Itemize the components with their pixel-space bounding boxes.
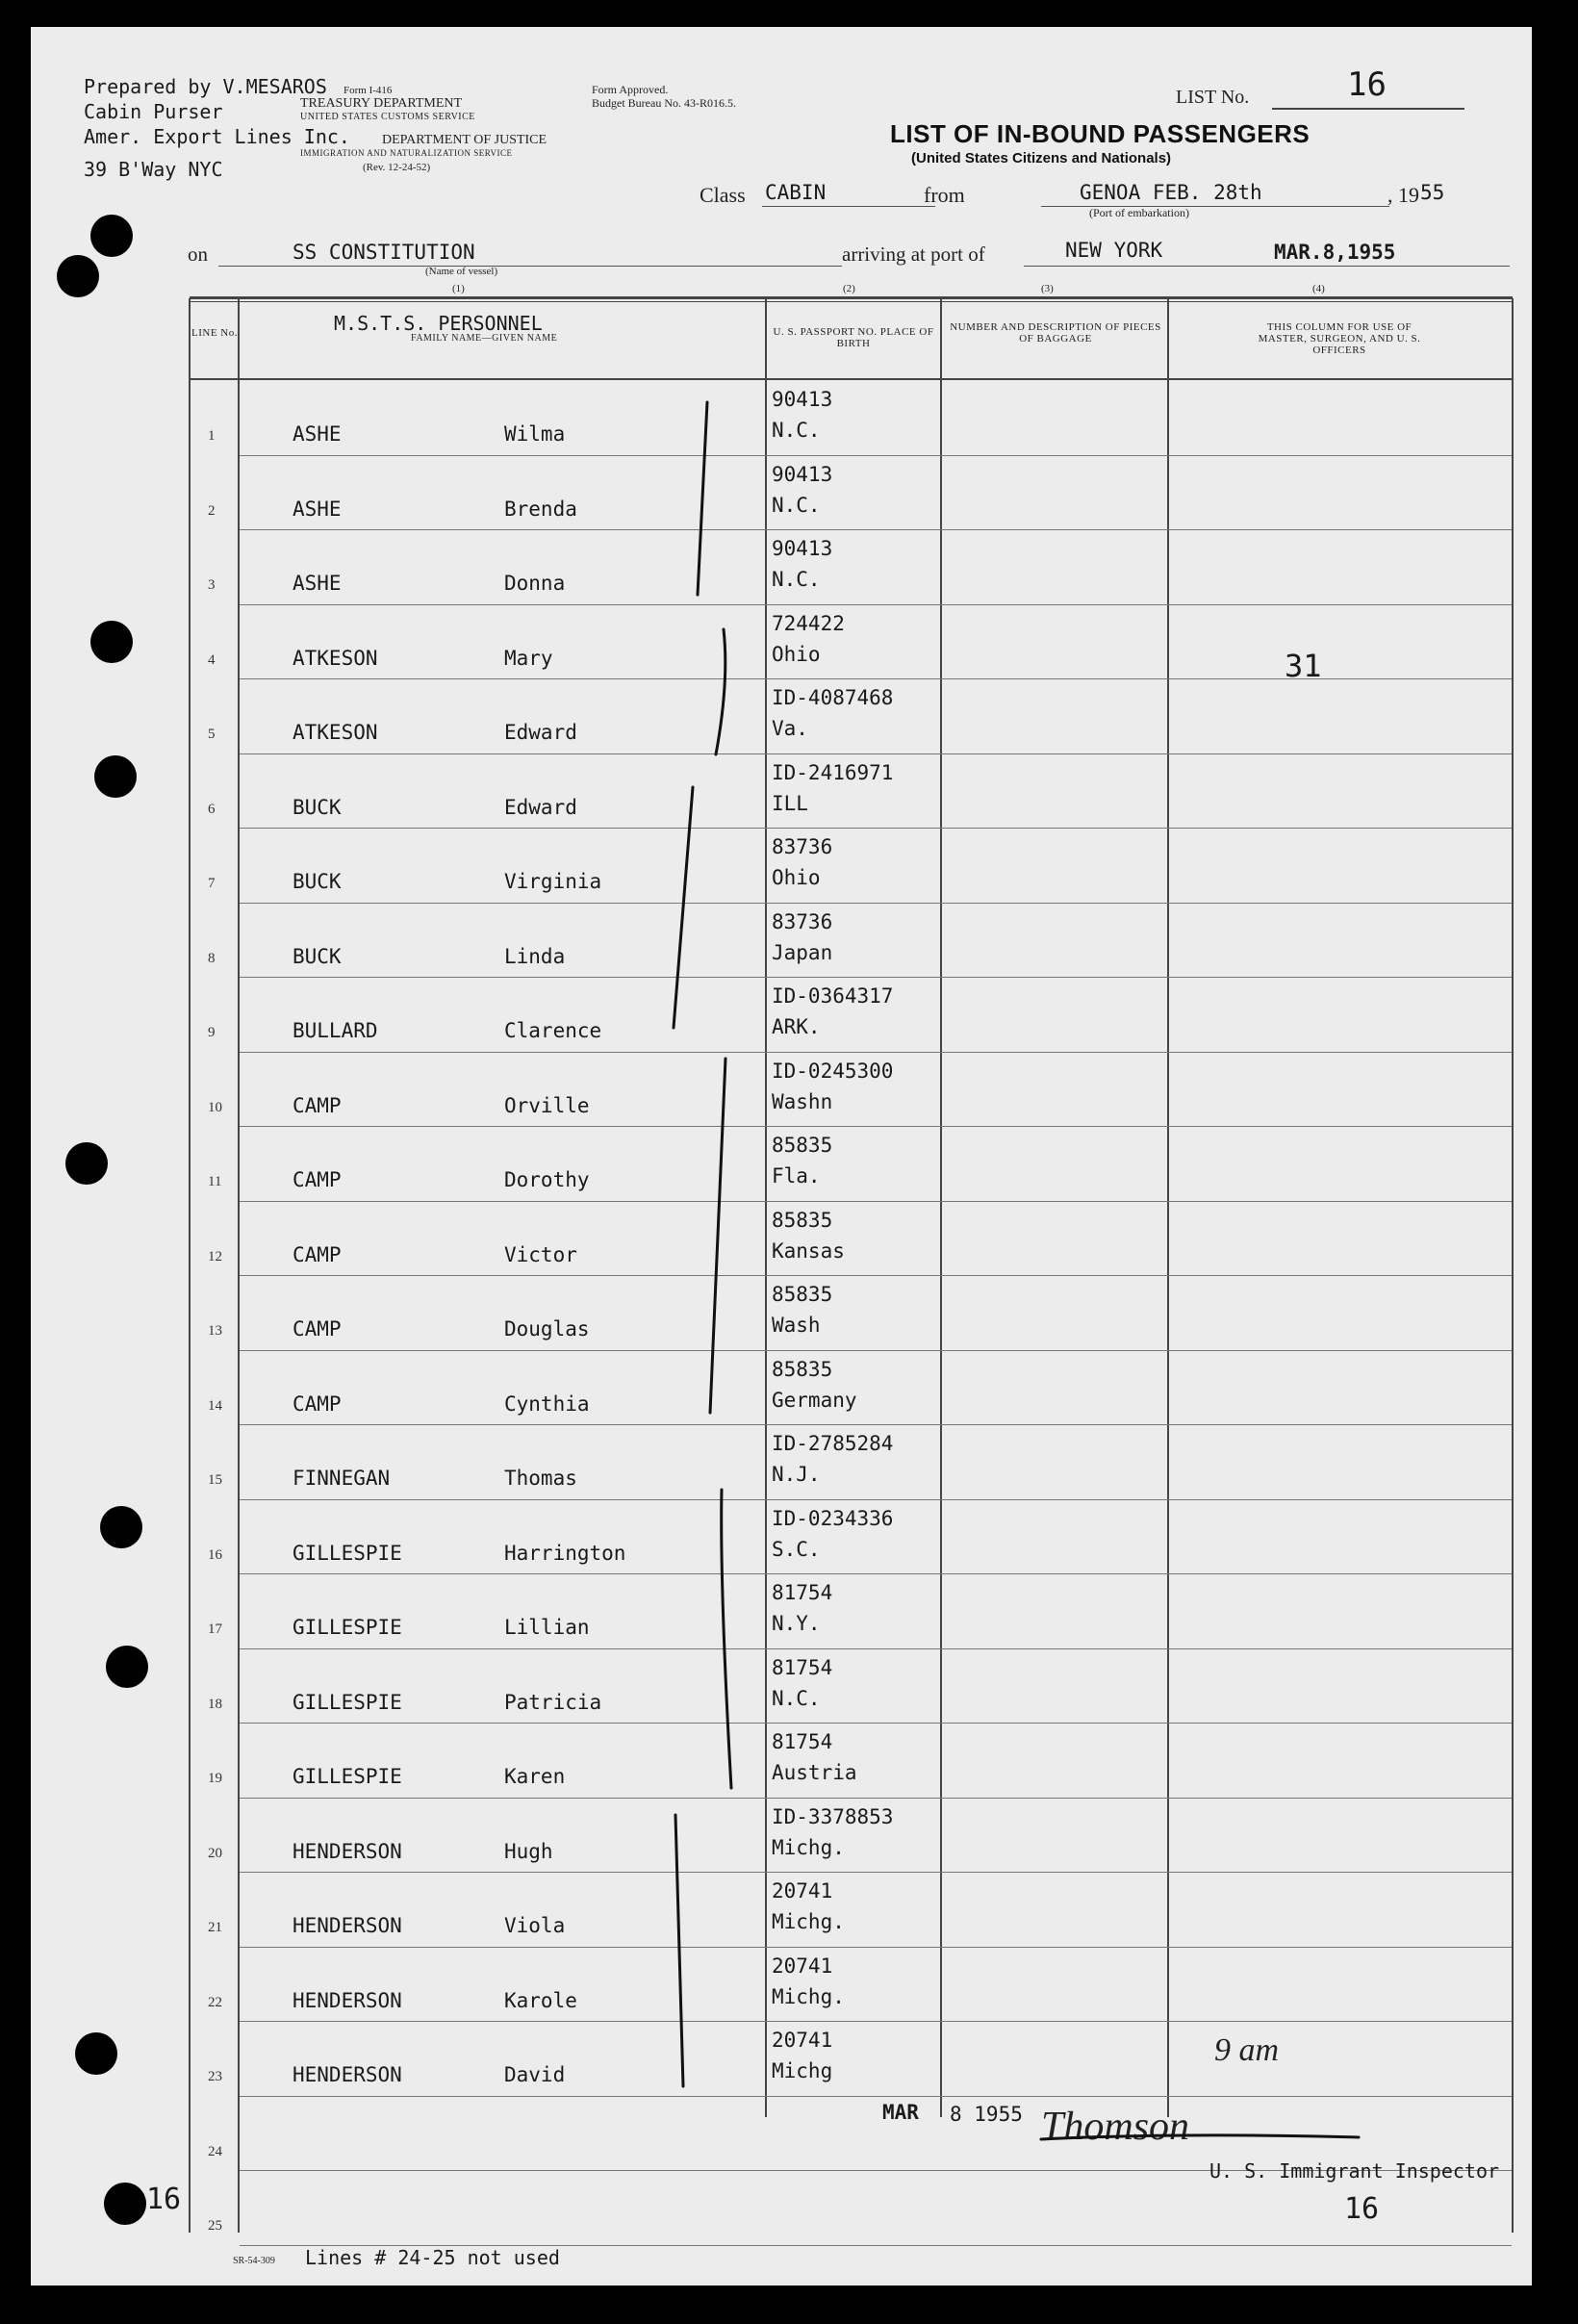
row-passport-number: 20741 — [772, 2029, 833, 2052]
year-value: 55 — [1420, 181, 1445, 204]
pen-marks — [31, 27, 1532, 2286]
bracket-henderson — [675, 1815, 683, 2086]
row-given-name: Orville — [504, 1093, 590, 1117]
row-given-name: Linda — [504, 944, 566, 968]
list-label: LIST No. — [1176, 87, 1250, 108]
row-line-number: 10 — [208, 1099, 222, 1115]
row-passport-number: 85835 — [772, 1134, 833, 1157]
header-group: M.S.T.S. PERSONNEL — [334, 312, 543, 335]
row-family-name: BUCK — [293, 870, 342, 893]
row-place-of-birth: Washn — [772, 1089, 833, 1113]
on-label: on — [188, 243, 208, 266]
form-approved: Form Approved. — [592, 83, 669, 96]
row-line-number: 11 — [208, 1174, 222, 1189]
row-family-name: CAMP — [293, 1093, 342, 1117]
row-passport-number: 20741 — [772, 1879, 833, 1903]
row-passport-number: ID-0234336 — [772, 1506, 894, 1530]
row-passport-number: 81754 — [772, 1581, 833, 1604]
row-given-name: Edward — [504, 721, 577, 744]
shipping-agent: Amer. Export Lines Inc. — [84, 125, 350, 148]
row-passport-number: 85835 — [772, 1283, 833, 1306]
row-line-number: 19 — [208, 1771, 222, 1786]
row-family-name: CAMP — [293, 1168, 342, 1191]
row-given-name: Harrington — [504, 1541, 626, 1565]
stamp-date: 8 1955 — [950, 2103, 1023, 2126]
arrival-date: MAR.8,1955 — [1274, 241, 1396, 264]
row-place-of-birth: N.Y. — [772, 1612, 821, 1635]
row-line-number: 14 — [208, 1397, 222, 1414]
row-family-name: HENDERSON — [293, 1988, 402, 2012]
form-number: Form I-416 — [344, 85, 393, 96]
row-place-of-birth: Kansas — [772, 1239, 845, 1263]
inspector-signature: Thomson — [1041, 2105, 1190, 2149]
row-family-name: GILLESPIE — [293, 1765, 402, 1788]
binder-hole — [90, 215, 133, 257]
treasury-department: TREASURY DEPARTMENT — [300, 96, 463, 111]
row-place-of-birth: N.J. — [772, 1463, 821, 1486]
column-number-1: (1) — [452, 283, 465, 294]
arrival-port: NEW YORK — [1065, 239, 1163, 262]
row-family-name: ASHE — [293, 497, 342, 521]
column-number-2: (2) — [843, 283, 855, 294]
row-given-name: Hugh — [504, 1839, 553, 1863]
justice-department: DEPARTMENT OF JUSTICE — [382, 133, 547, 147]
row-family-name: GILLESPIE — [293, 1616, 402, 1639]
row-family-name: HENDERSON — [293, 1839, 402, 1863]
row-place-of-birth: Ohio — [772, 866, 821, 889]
row-passport-number: 90413 — [772, 388, 833, 411]
row-place-of-birth: Wash — [772, 1314, 821, 1337]
bracket-atkeson — [716, 629, 725, 754]
row-line-number: 7 — [208, 876, 216, 891]
vessel-caption: (Name of vessel) — [425, 266, 498, 277]
row-given-name: Patricia — [504, 1690, 602, 1714]
stamp-month: MAR — [882, 2101, 919, 2124]
binder-hole — [75, 2032, 117, 2075]
row-passport-number: ID-3378853 — [772, 1804, 894, 1828]
row-passport-number: 83736 — [772, 909, 833, 933]
header-passport: U. S. PASSPORT NO. PLACE OF BIRTH — [773, 326, 934, 349]
row-given-name: Wilma — [504, 422, 566, 446]
binder-hole — [57, 255, 99, 297]
row-line-number: 5 — [208, 727, 216, 742]
footer-list-number-left: 16 — [146, 2183, 182, 2216]
row-family-name: ATKESON — [293, 646, 378, 670]
list-number: 16 — [1347, 65, 1387, 104]
row-line-number: 21 — [208, 1920, 222, 1935]
row-family-name: CAMP — [293, 1317, 342, 1341]
row-passport-number: 20741 — [772, 1954, 833, 1978]
header-name: FAMILY NAME—GIVEN NAME — [411, 333, 558, 344]
row-given-name: Cynthia — [504, 1392, 590, 1416]
row-family-name: ASHE — [293, 572, 342, 595]
row-place-of-birth: Michg — [772, 2059, 833, 2082]
immigration-service: IMMIGRATION AND NATURALIZATION SERVICE — [300, 148, 513, 158]
customs-service: UNITED STATES CUSTOMS SERVICE — [300, 112, 475, 122]
row-passport-number: 81754 — [772, 1730, 833, 1753]
row-passport-number: ID-0364317 — [772, 984, 894, 1008]
column-number-3: (3) — [1041, 283, 1054, 294]
row-line-number: 3 — [208, 577, 216, 593]
row-passport-number: 85835 — [772, 1357, 833, 1381]
binder-hole — [94, 755, 137, 798]
row-place-of-birth: Fla. — [772, 1164, 821, 1188]
row-family-name: ATKESON — [293, 721, 378, 744]
row-place-of-birth: ARK. — [772, 1015, 821, 1038]
row-passport-number: 81754 — [772, 1655, 833, 1679]
row-family-name: CAMP — [293, 1392, 342, 1416]
row-place-of-birth: N.C. — [772, 1686, 821, 1710]
row-given-name: Mary — [504, 646, 553, 670]
row-given-name: Karole — [504, 1988, 577, 2012]
row-place-of-birth: Michg. — [772, 1835, 845, 1859]
row-passport-number: ID-4087468 — [772, 686, 894, 709]
footer-note: Lines # 24-25 not used — [305, 2246, 560, 2269]
cabin-purser: Cabin Purser — [84, 100, 223, 123]
row-given-name: Brenda — [504, 497, 577, 521]
inspector-title: U. S. Immigrant Inspector — [1209, 2159, 1500, 2183]
row-line-number: 17 — [208, 1622, 222, 1637]
row-line-number: 6 — [208, 801, 216, 817]
bracket-ashe — [698, 402, 707, 595]
row-family-name: BUCK — [293, 795, 342, 819]
row-line-number: 15 — [208, 1472, 222, 1488]
bracket-camp — [710, 1059, 725, 1413]
binder-hole — [90, 621, 133, 663]
row-family-name: HENDERSON — [293, 2063, 402, 2086]
row-passport-number: ID-0245300 — [772, 1059, 894, 1083]
row-given-name: Dorothy — [504, 1168, 590, 1191]
header-officers: THIS COLUMN FOR USE OF MASTER, SURGEON, AND U. S. OFFICERS — [1258, 321, 1421, 356]
row-place-of-birth: S.C. — [772, 1537, 821, 1561]
row-place-of-birth: ILL — [772, 791, 808, 815]
row-line-number: 25 — [208, 2218, 222, 2234]
row-place-of-birth: Austria — [772, 1761, 857, 1784]
header-baggage: NUMBER AND DESCRIPTION OF PIECES OF BAGGAGE — [950, 321, 1161, 345]
row-given-name: Lillian — [504, 1616, 590, 1639]
row-given-name: Douglas — [504, 1317, 590, 1341]
row-place-of-birth: Ohio — [772, 642, 821, 666]
row-place-of-birth: N.C. — [772, 493, 821, 517]
row-line-number: 2 — [208, 502, 216, 519]
row-line-number: 1 — [208, 428, 216, 444]
row-family-name: BULLARD — [293, 1019, 378, 1042]
row-family-name: HENDERSON — [293, 1914, 402, 1937]
prepared-by: Prepared by V.MESAROS — [84, 75, 327, 98]
row-family-name: BUCK — [293, 944, 342, 968]
agent-address: 39 B'Way NYC — [84, 158, 223, 181]
row-line-number: 16 — [208, 1546, 222, 1563]
row-line-number: 12 — [208, 1248, 222, 1264]
signature-underline — [1041, 2135, 1359, 2139]
row-place-of-birth: N.C. — [772, 568, 821, 591]
class-label: Class — [700, 183, 746, 207]
form-revision: (Rev. 12-24-52) — [363, 162, 431, 173]
row-line-number: 13 — [208, 1323, 222, 1339]
from-label: from — [924, 183, 965, 207]
row-given-name: Thomas — [504, 1467, 577, 1490]
column-number-4: (4) — [1312, 283, 1325, 294]
row-place-of-birth: N.C. — [772, 419, 821, 442]
bracket-gillespie — [722, 1490, 731, 1788]
row-family-name: GILLESPIE — [293, 1690, 402, 1714]
form-subtitle: (United States Citizens and Nationals) — [911, 150, 1172, 166]
count-mark: 31 — [1285, 648, 1322, 684]
row-line-number: 18 — [208, 1696, 222, 1712]
row-passport-number: ID-2785284 — [772, 1432, 894, 1455]
footer-list-number-right: 16 — [1344, 2192, 1380, 2226]
class-value: CABIN — [765, 181, 827, 204]
inspector-initials: 9 am — [1214, 2032, 1280, 2068]
row-place-of-birth: Michg. — [772, 1910, 845, 1933]
row-place-of-birth: Japan — [772, 940, 833, 964]
row-given-name: Victor — [504, 1242, 577, 1266]
row-given-name: Edward — [504, 795, 577, 819]
row-given-name: Viola — [504, 1914, 566, 1937]
row-family-name: FINNEGAN — [293, 1467, 391, 1490]
row-given-name: Clarence — [504, 1019, 602, 1042]
row-given-name: Karen — [504, 1765, 566, 1788]
row-passport-number: 724422 — [772, 611, 845, 635]
binder-hole — [65, 1142, 108, 1185]
footer-code: SR-54-309 — [233, 2256, 275, 2266]
budget-bureau: Budget Bureau No. 43-R016.5. — [592, 96, 736, 110]
row-family-name: GILLESPIE — [293, 1541, 402, 1565]
binder-hole — [100, 1506, 142, 1548]
port-of-embarkation: GENOA FEB. 28th — [1080, 181, 1262, 204]
bracket-buck — [674, 787, 693, 1028]
row-place-of-birth: Germany — [772, 1388, 857, 1412]
row-line-number: 8 — [208, 950, 216, 966]
row-given-name: David — [504, 2063, 566, 2086]
passenger-manifest-page — [31, 27, 1532, 2286]
row-passport-number: 90413 — [772, 537, 833, 560]
year-prefix: , 19 — [1387, 183, 1419, 207]
row-passport-number: 83736 — [772, 835, 833, 858]
arriving-label: arriving at port of — [842, 243, 985, 266]
row-line-number: 9 — [208, 1025, 216, 1040]
row-place-of-birth: Michg. — [772, 1984, 845, 2008]
header-line-no: LINE No. — [191, 327, 238, 339]
row-passport-number: ID-2416971 — [772, 760, 894, 784]
row-line-number: 23 — [208, 2069, 222, 2084]
binder-hole — [104, 2183, 146, 2225]
row-family-name: CAMP — [293, 1242, 342, 1266]
row-place-of-birth: Va. — [772, 717, 808, 740]
row-family-name: ASHE — [293, 422, 342, 446]
row-line-number: 20 — [208, 1845, 222, 1861]
row-given-name: Virginia — [504, 870, 602, 893]
row-line-number: 22 — [208, 1994, 222, 2010]
vessel-name: SS CONSTITUTION — [293, 241, 475, 264]
binder-hole — [106, 1646, 148, 1688]
row-passport-number: 85835 — [772, 1208, 833, 1232]
row-line-number: 4 — [208, 651, 216, 668]
row-passport-number: 90413 — [772, 462, 833, 486]
row-line-number: 24 — [208, 2143, 222, 2159]
form-title: LIST OF IN-BOUND PASSENGERS — [890, 119, 1311, 148]
port-caption: (Port of embarkation) — [1089, 206, 1189, 219]
row-given-name: Donna — [504, 572, 566, 595]
